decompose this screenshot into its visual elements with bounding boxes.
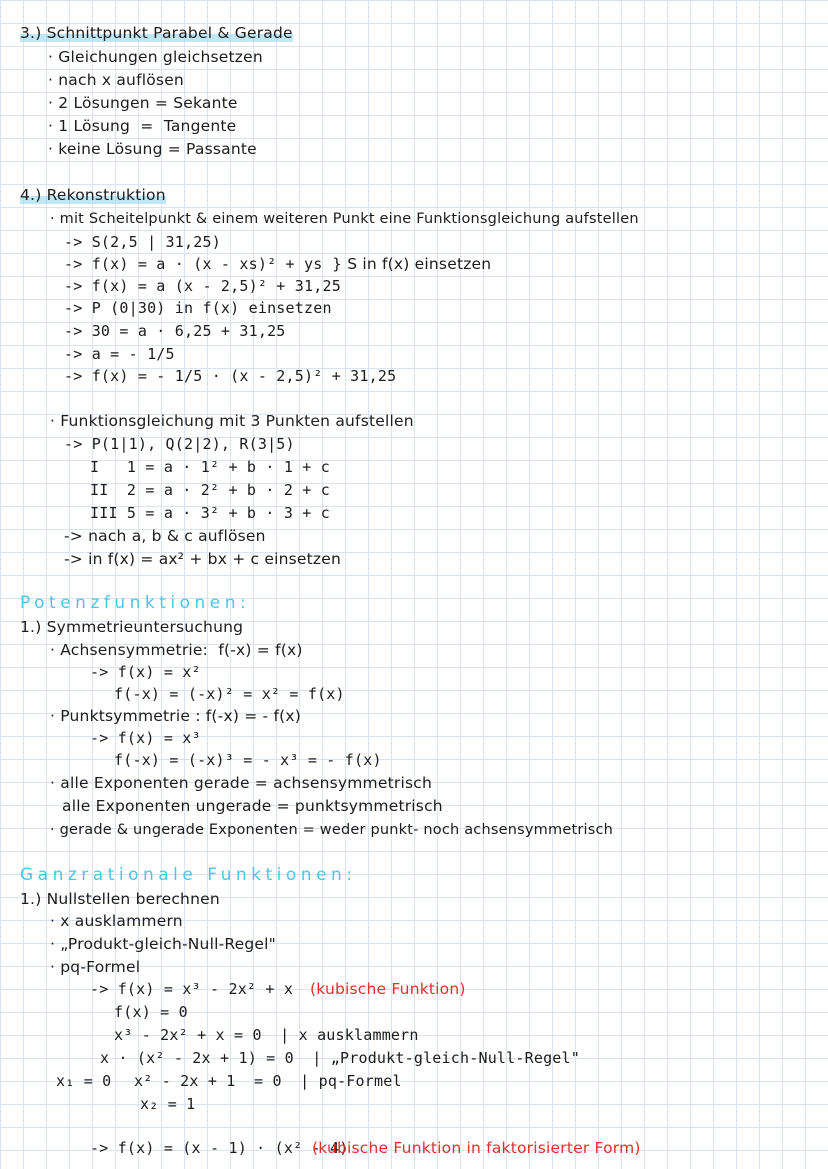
potenzfunktionen-title: Potenzfunktionen: [20, 593, 251, 613]
section-3-heading: 3.) Schnittpunkt Parabel & Gerade [20, 24, 293, 42]
pot-line-6: f(-x) = (-x)³ = - x³ = - f(x) [114, 751, 382, 769]
pot-line-4: · Punktsymmetrie : f(-x) = - f(x) [50, 707, 301, 725]
gan-line-2: · „Produkt-gleich-Null-Regel" [50, 935, 277, 953]
s4-line-5: -> P (0|30) in f(x) einsetzen [64, 299, 332, 317]
pot-line-5: -> f(x) = x³ [90, 729, 201, 747]
gan-line-1: · x ausklammern [50, 912, 183, 930]
s4-line-3-note: } S in f(x) einsetzen [332, 255, 492, 273]
s3-item-1: · Gleichungen gleichsetzen [48, 48, 263, 66]
s3-item-5: · keine Lösung = Passante [48, 140, 257, 158]
s3-item-3: · 2 Lösungen = Sekante [48, 94, 238, 112]
s4-line-14: -> nach a, b & c auflösen [64, 527, 266, 545]
pot-line-1: · Achsensymmetrie: f(-x) = f(x) [50, 641, 303, 659]
pot-line-8: alle Exponenten ungerade = punktsymmetrisch [62, 797, 443, 815]
gan-line-6: x³ - 2x² + x = 0 | x ausklammern [114, 1026, 419, 1044]
s4-line-1: · mit Scheitelpunkt & einem weiteren Punkt eine Funktionsgleichung aufstellen [50, 211, 639, 227]
pot-line-7: · alle Exponenten gerade = achsensymmetrisch [50, 774, 432, 792]
s4-line-4: -> f(x) = a (x - 2,5)² + 31,25 [64, 277, 341, 295]
gan-line-10-note: (kubische Funktion in faktorisierter Form) [312, 1139, 641, 1157]
s4-line-10: -> P(1|1), Q(2|2), R(3|5) [64, 435, 295, 453]
s4-line-9: · Funktionsgleichung mit 3 Punkten aufstellen [50, 412, 414, 430]
s4-line-8: -> f(x) = - 1/5 · (x - 2,5)² + 31,25 [64, 367, 397, 385]
pot-heading: 1.) Symmetrieuntersuchung [20, 618, 244, 636]
pot-line-9: · gerade & ungerade Exponenten = weder punkt- noch achsensymmetrisch [50, 822, 614, 838]
ganzrationale-title: Ganzrationale Funktionen: [20, 865, 357, 885]
gan-line-10: -> f(x) = (x - 1) · (x² - 4) [90, 1139, 349, 1157]
pot-line-3: f(-x) = (-x)² = x² = f(x) [114, 685, 345, 703]
section-4-heading: 4.) Rekonstruktion [20, 186, 166, 204]
gan-line-8: x² - 2x + 1 = 0 | pq-Formel [134, 1072, 402, 1090]
gan-line-4: -> f(x) = x³ - 2x² + x [90, 980, 294, 998]
s4-line-15: -> in f(x) = ax² + bx + c einsetzen [64, 550, 342, 568]
pot-line-2: -> f(x) = x² [90, 663, 201, 681]
gan-heading: 1.) Nullstellen berechnen [20, 890, 220, 908]
gan-line-7: x · (x² - 2x + 1) = 0 | „Produkt-gleich-Null-Regel" [100, 1049, 580, 1067]
s4-line-7: -> a = - 1/5 [64, 345, 175, 363]
s4-line-12: II 2 = a · 2² + b · 2 + c [90, 481, 330, 499]
s4-line-13: III 5 = a · 3² + b · 3 + c [90, 504, 330, 522]
s3-item-4: · 1 Lösung = Tangente [48, 117, 237, 135]
s4-line-2: -> S(2,5 | 31,25) [64, 233, 221, 251]
s4-line-11: I 1 = a · 1² + b · 1 + c [90, 458, 330, 476]
gan-line-4-note: (kubische Funktion) [310, 980, 466, 998]
gan-line-5: f(x) = 0 [114, 1003, 188, 1021]
s4-line-3: -> f(x) = a · (x - xs)² + ys [64, 255, 323, 273]
s4-line-6: -> 30 = a · 6,25 + 31,25 [64, 322, 286, 340]
gan-line-9: x₂ = 1 [140, 1095, 196, 1113]
gan-line-8-x1: x₁ = 0 [56, 1072, 112, 1090]
s3-item-2: · nach x auflösen [48, 71, 184, 89]
gan-line-3: · pq-Formel [50, 958, 141, 976]
